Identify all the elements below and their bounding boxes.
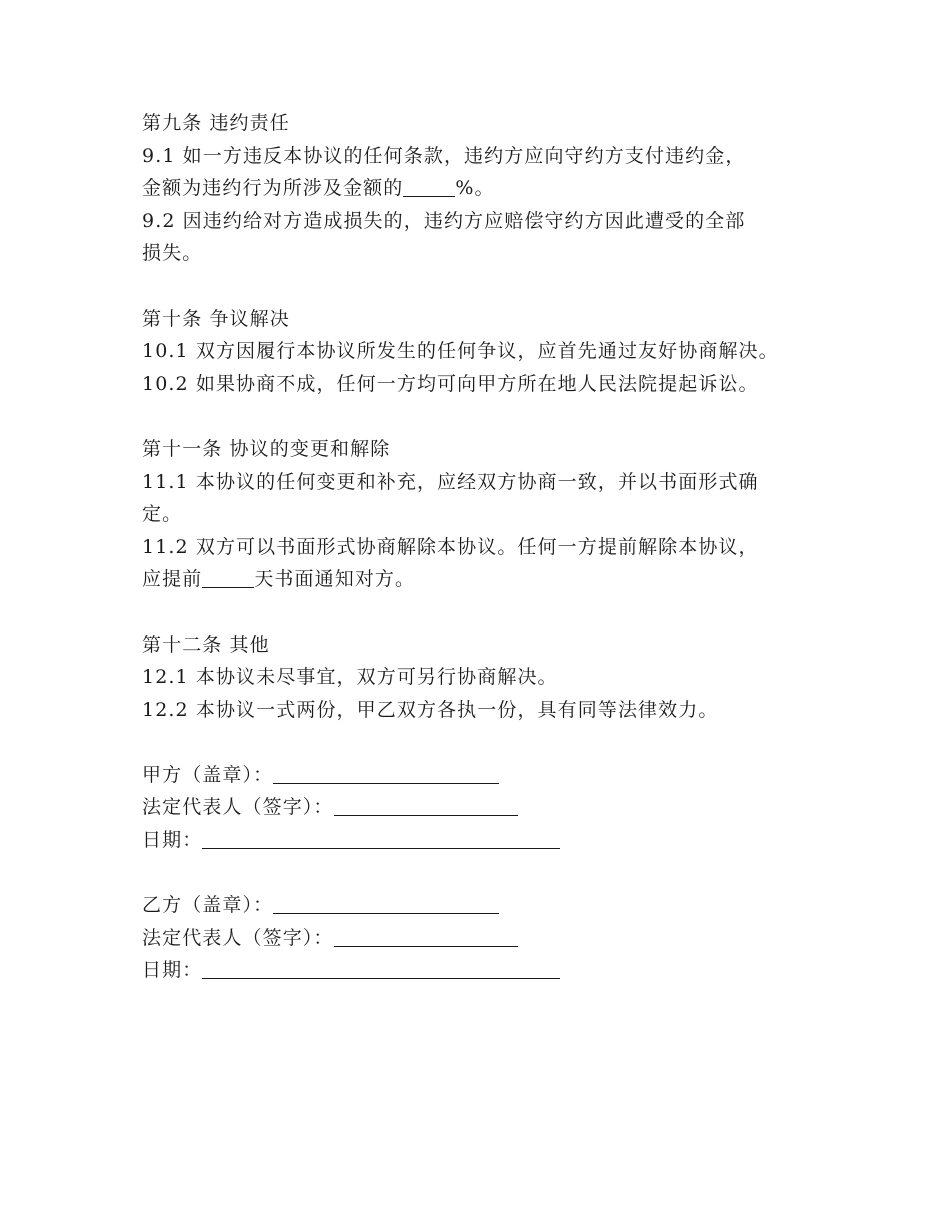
article-12-heading: 第十二条 其他 — [142, 633, 270, 656]
article-9-heading: 第九条 违约责任 — [142, 112, 290, 134]
clause-10-2: 10.2 如果协商不成，任何一方均可向甲方所在地人民法院提起诉讼。 — [142, 372, 759, 395]
party-b-date-field — [202, 960, 560, 979]
spacer — [142, 400, 842, 433]
clause-11-2-line-1: 11.2 双方可以书面形式协商解除本协议。任何一方提前解除本协议， — [142, 535, 759, 558]
contract-page — [142, 107, 842, 987]
party-b-rep-label: 法定代表人（签字）： — [142, 926, 334, 949]
clause-9-1-line-2 — [142, 172, 842, 205]
clause-12-1: 12.1 本协议未尽事宜，双方可另行协商解决。 — [142, 666, 558, 689]
party-a-rep-line — [142, 791, 842, 824]
spacer — [142, 726, 842, 759]
party-b-seal-field — [273, 895, 499, 914]
party-a-rep-label: 法定代表人（签字）： — [142, 796, 334, 819]
party-a-date-label: 日期： — [142, 829, 203, 852]
party-b-seal-line — [142, 889, 842, 922]
clause-12-2: 12.2 本协议一式两份，甲乙双方各执一份，具有同等法律效力。 — [142, 698, 719, 721]
clause-11-2-suffix: 天书面通知对方。 — [254, 568, 416, 591]
clause-10-1: 10.1 双方因履行本协议所发生的任何争议，应首先通过友好协商解决。 — [142, 340, 779, 363]
party-b-date-label: 日期： — [142, 959, 203, 982]
party-a-date-line — [142, 824, 842, 857]
clause-9-2-line-2: 损失。 — [142, 242, 203, 265]
party-b-rep-field — [334, 928, 518, 947]
clause-11-1-line-1: 11.1 本协议的任何变更和补充，应经双方协商一致，并以书面形式确 — [142, 470, 759, 493]
party-a-seal-field — [273, 765, 499, 784]
spacer — [142, 857, 842, 890]
notice-days-blank — [202, 569, 254, 588]
article-10-heading: 第十条 争议解决 — [142, 307, 290, 330]
clause-9-2-line-1: 9.2 因违约给对方造成损失的，违约方应赔偿守约方因此遭受的全部 — [142, 209, 746, 232]
clause-11-1-line-2: 定。 — [142, 503, 183, 526]
clause-11-2-text: 应提前 — [142, 568, 203, 591]
party-a-seal-line — [142, 759, 842, 792]
clause-9-1-line-1: 9.1 如一方违反本协议的任何条款，违约方应向守约方支付违约金， — [142, 144, 746, 167]
percentage-blank — [403, 178, 455, 197]
spacer — [142, 596, 842, 629]
party-b-date-line — [142, 954, 842, 987]
clause-11-2-line-2 — [142, 563, 842, 596]
party-a-seal-label: 甲方（盖章）： — [142, 763, 274, 786]
spacer — [142, 270, 842, 303]
party-a-rep-field — [334, 797, 518, 816]
clause-9-1-text: 金额为违约行为所涉及金额的 — [142, 177, 404, 200]
article-11-heading: 第十一条 协议的变更和解除 — [142, 437, 391, 460]
party-b-rep-line — [142, 922, 842, 955]
party-b-seal-label: 乙方（盖章）： — [142, 894, 274, 917]
party-a-date-field — [202, 830, 560, 849]
clause-9-1-suffix: %。 — [455, 177, 495, 200]
